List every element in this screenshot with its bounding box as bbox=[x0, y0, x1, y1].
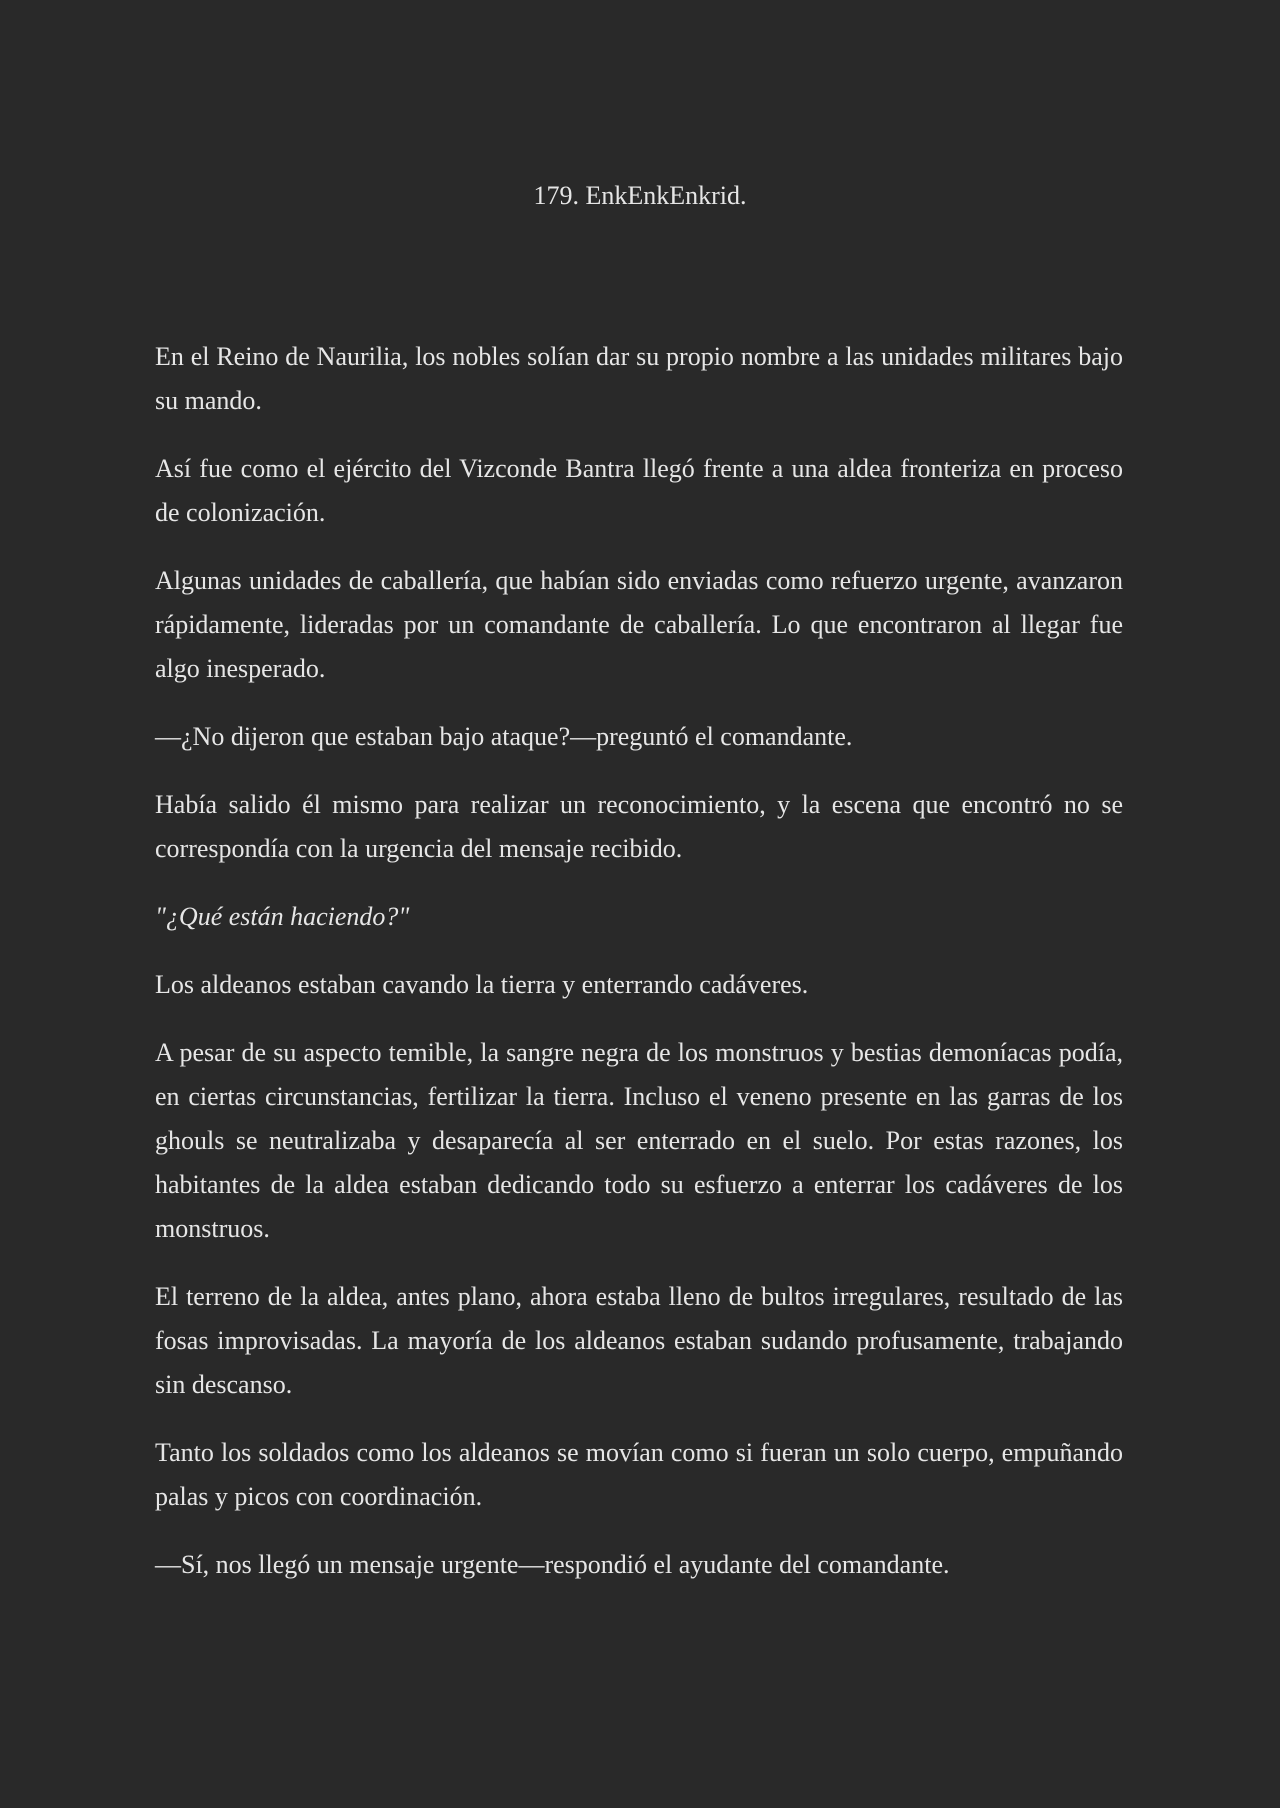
chapter-body bbox=[155, 335, 1123, 1611]
paragraph-11-dialogue: —Sí, nos llegó un mensaje urgente—respondió el ayudante del comandante. bbox=[155, 1550, 950, 1579]
paragraph-1: En el Reino de Naurilia, los nobles solían dar su propio nombre a las unidades militares bajo su mando. bbox=[155, 342, 1123, 415]
paragraph-6-thought: "¿Qué están haciendo?" bbox=[155, 902, 410, 931]
paragraph-8: A pesar de su aspecto temible, la sangre negra de los monstruos y bestias demoníacas podía, en ciertas circunstancias, fertilizar la tierra. Incluso el veneno presente en las garras de los ghouls se neutralizaba y desaparecía al ser enterrado en el suelo. Por estas razones, los habitantes de la aldea estaban dedicando todo su esfuerzo a enterrar los cadáveres de los monstruos. bbox=[155, 1038, 1123, 1243]
paragraph-5: Había salido él mismo para realizar un reconocimiento, y la escena que encontró no se correspondía con la urgencia del mensaje recibido. bbox=[155, 790, 1123, 863]
paragraph-4-dialogue: —¿No dijeron que estaban bajo ataque?—preguntó el comandante. bbox=[155, 722, 853, 751]
paragraph-7: Los aldeanos estaban cavando la tierra y enterrando cadáveres. bbox=[155, 970, 809, 999]
paragraph-2: Así fue como el ejército del Vizconde Bantra llegó frente a una aldea fronteriza en proceso de colonización. bbox=[155, 454, 1123, 527]
paragraph-10: Tanto los soldados como los aldeanos se movían como si fueran un solo cuerpo, empuñando palas y picos con coordinación. bbox=[155, 1438, 1123, 1511]
paragraph-9: El terreno de la aldea, antes plano, ahora estaba lleno de bultos irregulares, resultado de las fosas improvisadas. La mayoría de los aldeanos estaban sudando profusamente, trabajando sin descanso. bbox=[155, 1282, 1123, 1399]
chapter-title: 179. EnkEnkEnkrid. bbox=[533, 181, 747, 210]
paragraph-3: Algunas unidades de caballería, que habían sido enviadas como refuerzo urgente, avanzaron rápidamente, lideradas por un comandante de caballería. Lo que encontraron al llegar fue algo inesperado. bbox=[155, 566, 1123, 683]
